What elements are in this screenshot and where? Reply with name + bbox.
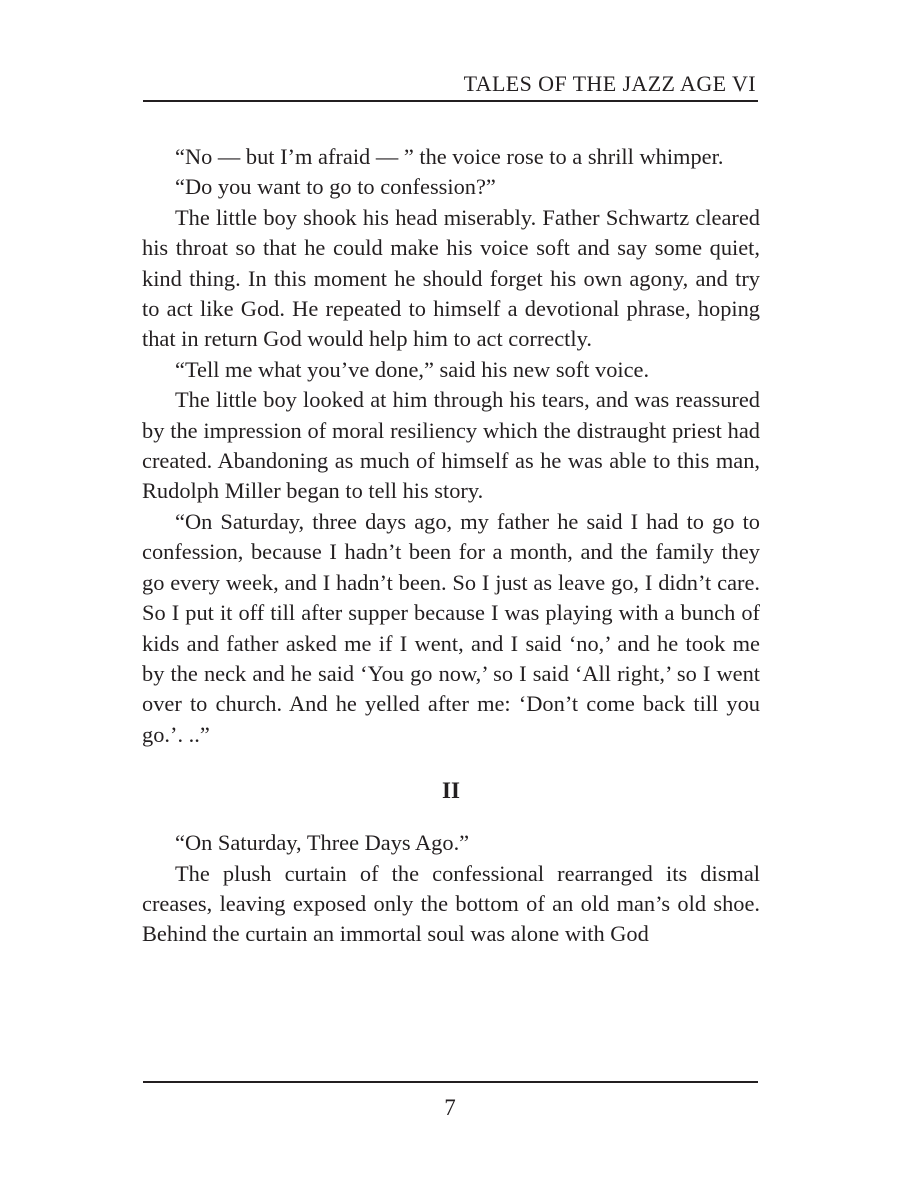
paragraph: “On Saturday, Three Days Ago.”	[175, 830, 470, 856]
paragraph: The little boy looked at him through his tears, and was reassured by the impression of moral resiliency which the distraught priest had created. Abandoning as much of himself as he was able to this man, Rudolph Miller began to tell his story.	[142, 387, 760, 504]
paragraph: “No — but I’m afraid — ” the voice rose to a shrill whimper.	[175, 144, 724, 169]
running-head-title: TALES OF THE JAZZ AGE VI	[463, 71, 756, 96]
page-number: 7	[444, 1095, 456, 1120]
paragraph: “Do you want to go to confession?”	[175, 174, 496, 200]
header-rule	[143, 100, 758, 102]
footer-rule	[143, 1081, 758, 1083]
body-text	[142, 142, 760, 950]
paragraph: “Tell me what you’ve done,” said his new soft voice.	[175, 356, 650, 382]
paragraph: “On Saturday, three days ago, my father he said I had to go to confession, because I hadn’t been for a month, and the family they go every week, and I hadn’t been. So I just as leave go, I didn’t care. So I put it off till after supper because I was playing with a bunch of kids and father asked me if I went, and I said ‘no,’ and he took me by the neck and he said ‘You go now,’ so I said ‘All right,’ so I went over to church. And he yelled after me: ‘Don’t come back till you go.’. ..”	[142, 508, 760, 747]
paragraph: The little boy shook his head miserably. Father Schwartz cleared his throat so that he could make his voice soft and say some quiet, kind thing. In this moment he should forget his own agony, and try to act like God. He repeated to himself a devotional phrase, hoping that in return God would help him to act correctly.	[142, 204, 760, 352]
section-heading: II	[442, 778, 460, 804]
paragraph: The plush curtain of the confessional rearranged its dismal creases, leaving exposed only the bottom of an old man’s old shoe. Behind the curtain an immortal soul was alone with God	[142, 860, 760, 947]
